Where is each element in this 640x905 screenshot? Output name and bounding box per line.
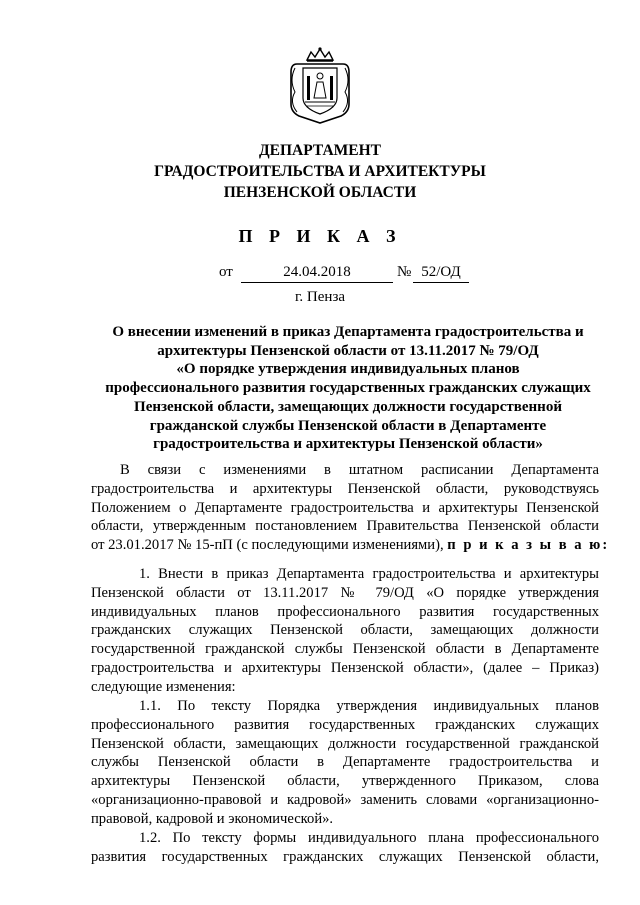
subject-line: «О порядке утверждения индивидуальных планов (176, 361, 520, 378)
city: г. Пенза (294, 289, 346, 305)
text-line: В связи с изменениями в штатном расписании Департамента (120, 462, 599, 478)
text-line: градостроительства и архитектуры Пензенской области», (далее – Приказ) (91, 659, 599, 676)
text-line: 1.2. По тексту формы индивидуального плана профессионального (139, 830, 599, 846)
text-line: службы Пензенской области в Департаменте градостроительства и (91, 754, 599, 771)
text-line: 1. Внести в приказ Департамента градостроительства и архитектуры (139, 566, 599, 582)
coat-of-arms-icon (287, 46, 353, 124)
text-line: Пензенской области, замещающих должности государственной гражданской (91, 735, 599, 752)
number-prefix: № (397, 264, 412, 280)
text-line: Пензенской области от 13.11.2017 № 79/ОД «О порядке утверждения (91, 584, 599, 601)
department-name (0, 140, 640, 203)
subject-line: архитектуры Пензенской области от 13.11.2017 № 79/ОД (157, 342, 539, 359)
item-1-2 (91, 829, 599, 867)
text-line: архитектуры Пензенской области, утвержденного Приказом, слова (91, 773, 599, 790)
text-line: развития государственных гражданских служащих Пензенской области, (91, 848, 599, 865)
item-1 (91, 565, 599, 697)
date-prefix: от (219, 264, 233, 280)
order-number: 52/ОД (413, 264, 469, 283)
item-1-1 (91, 697, 599, 829)
subject-line: градостроительства и архитектуры Пензенской области» (153, 436, 543, 453)
text-line: Положением о Департаменте градостроительства и архитектуры Пензенской (91, 499, 599, 516)
text-line: области, утвержденным постановлением Правительства Пензенской области (91, 518, 599, 535)
order-date: 24.04.2018 (241, 264, 393, 283)
order-subject (88, 323, 608, 454)
text-line: правовой, кадровой и экономической». (91, 810, 334, 827)
subject-line: гражданской службы Пензенской области в Департаменте (149, 417, 547, 434)
text-line: гражданских служащих Пензенской области, замещающих должности (91, 622, 599, 639)
dept-line: ДЕПАРТАМЕНТ (258, 142, 382, 159)
order-word: п р и к а з ы в а ю: (447, 537, 610, 554)
text-line: 1.1. По тексту Порядка утверждения индивидуальных планов (139, 698, 599, 714)
text-line: следующие изменения: (91, 678, 236, 695)
text-line: государственной гражданской службы Пензенской области в Департаменте (91, 641, 599, 658)
dept-line: ГРАДОСТРОИТЕЛЬСТВА И АРХИТЕКТУРЫ (154, 163, 486, 180)
subject-line: О внесении изменений в приказ Департамента градостроительства и (112, 324, 584, 340)
preamble-end: от 23.01.2017 № 15-пП (с последующими изменениями), (91, 537, 444, 554)
dept-line: ПЕНЗЕНСКОЙ ОБЛАСТИ (223, 184, 417, 201)
text-line: индивидуальных планов профессионального развития государственных (91, 603, 599, 620)
preamble (91, 461, 610, 555)
subject-line: профессионального развития государственных гражданских служащих (105, 380, 591, 397)
text-line: «организационно-правовой и кадровой» заменить словами «организационно- (91, 791, 599, 808)
text-line: профессионального развития государственных гражданских служащих (91, 716, 599, 733)
subject-line: Пензенской области, замещающих должности государственной (134, 398, 562, 415)
text-line (91, 536, 610, 555)
order-title: П Р И К А З (238, 226, 402, 246)
text-line: градостроительства и архитектуры Пензенской области, руководствуясь (91, 480, 599, 497)
